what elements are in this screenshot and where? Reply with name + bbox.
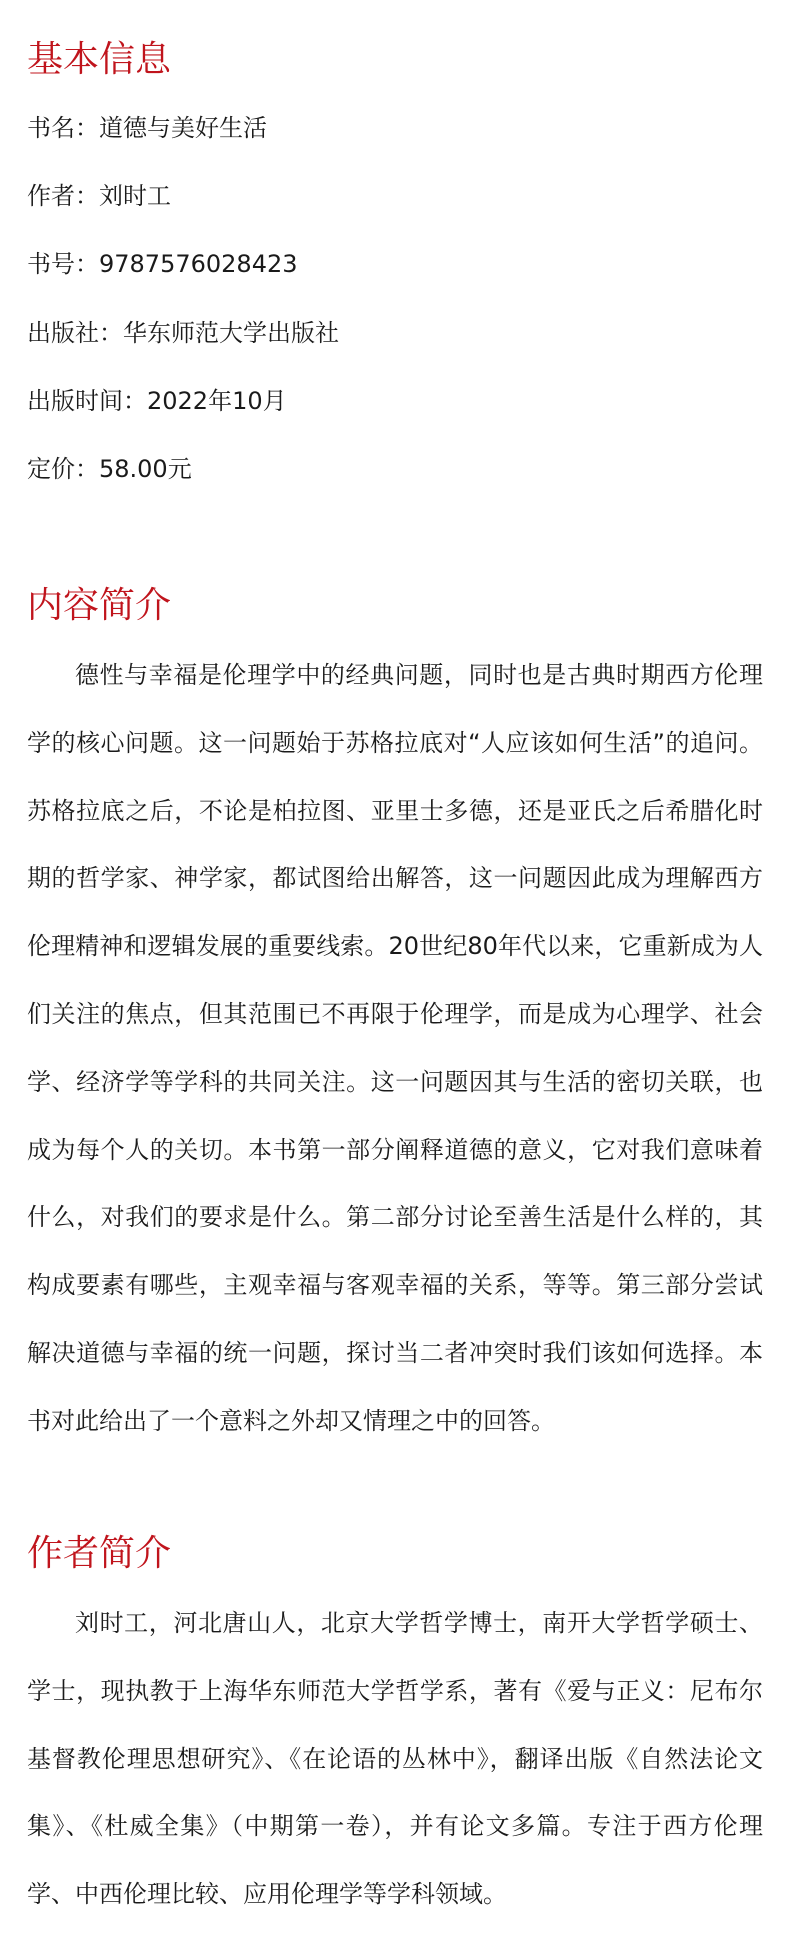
basic-info-heading: 基本信息	[27, 39, 172, 80]
author-intro-paragraph: 刘时工，河北唐山人，北京大学哲学博士，南开大学哲学硕士、学士，现执教于上海华东师范大学哲学系，著有《爱与正义：尼布尔基督教伦理思想研究》、《在论语的丛林中》，翻译出版《自然法论文集》、《杜威全集》（中期第一卷），并有论文多篇。专注于西方伦理学、中西伦理比较、应用伦理学等学科领域。	[27, 1609, 763, 1909]
author-line: 作者：刘时工	[27, 182, 171, 210]
pub-date-line: 出版时间：2022年10月	[27, 387, 287, 415]
price-line: 定价：58.00元	[27, 455, 192, 483]
summary-heading: 内容简介	[27, 585, 172, 626]
publisher-line: 出版社：华东师范大学出版社	[27, 319, 339, 347]
book-name-line: 书名：道德与美好生活	[27, 114, 267, 142]
summary-paragraph: 德性与幸福是伦理学中的经典问题，同时也是古典时期西方伦理学的核心问题。这一问题始于苏格拉底对“人应该如何生活”的追问。苏格拉底之后，不论是柏拉图、亚里士多德，还是亚氏之后希腊化时期的哲学家、神学家，都试图给出解答，这一问题因此成为理解西方伦理精神和逻辑发展的重要线索。20世纪80年代以来，它重新成为人们关注的焦点，但其范围已不再限于伦理学，而是成为心理学、社会学、经济学等学科的共同关注。这一问题因其与生活的密切关联，也成为每个人的关切。本书第一部分阐释道德的意义，它对我们意味着什么，对我们的要求是什么。第二部分讨论至善生活是什么样的，其构成要素有哪些，主观幸福与客观幸福的关系，等等。第三部分尝试解决道德与幸福的统一问题，探讨当二者冲突时我们该如何选择。本书对此给出了一个意料之外却又情理之中的回答。	[27, 661, 763, 1435]
author-intro-heading: 作者简介	[27, 1533, 172, 1574]
isbn-line: 书号：9787576028423	[27, 250, 298, 278]
